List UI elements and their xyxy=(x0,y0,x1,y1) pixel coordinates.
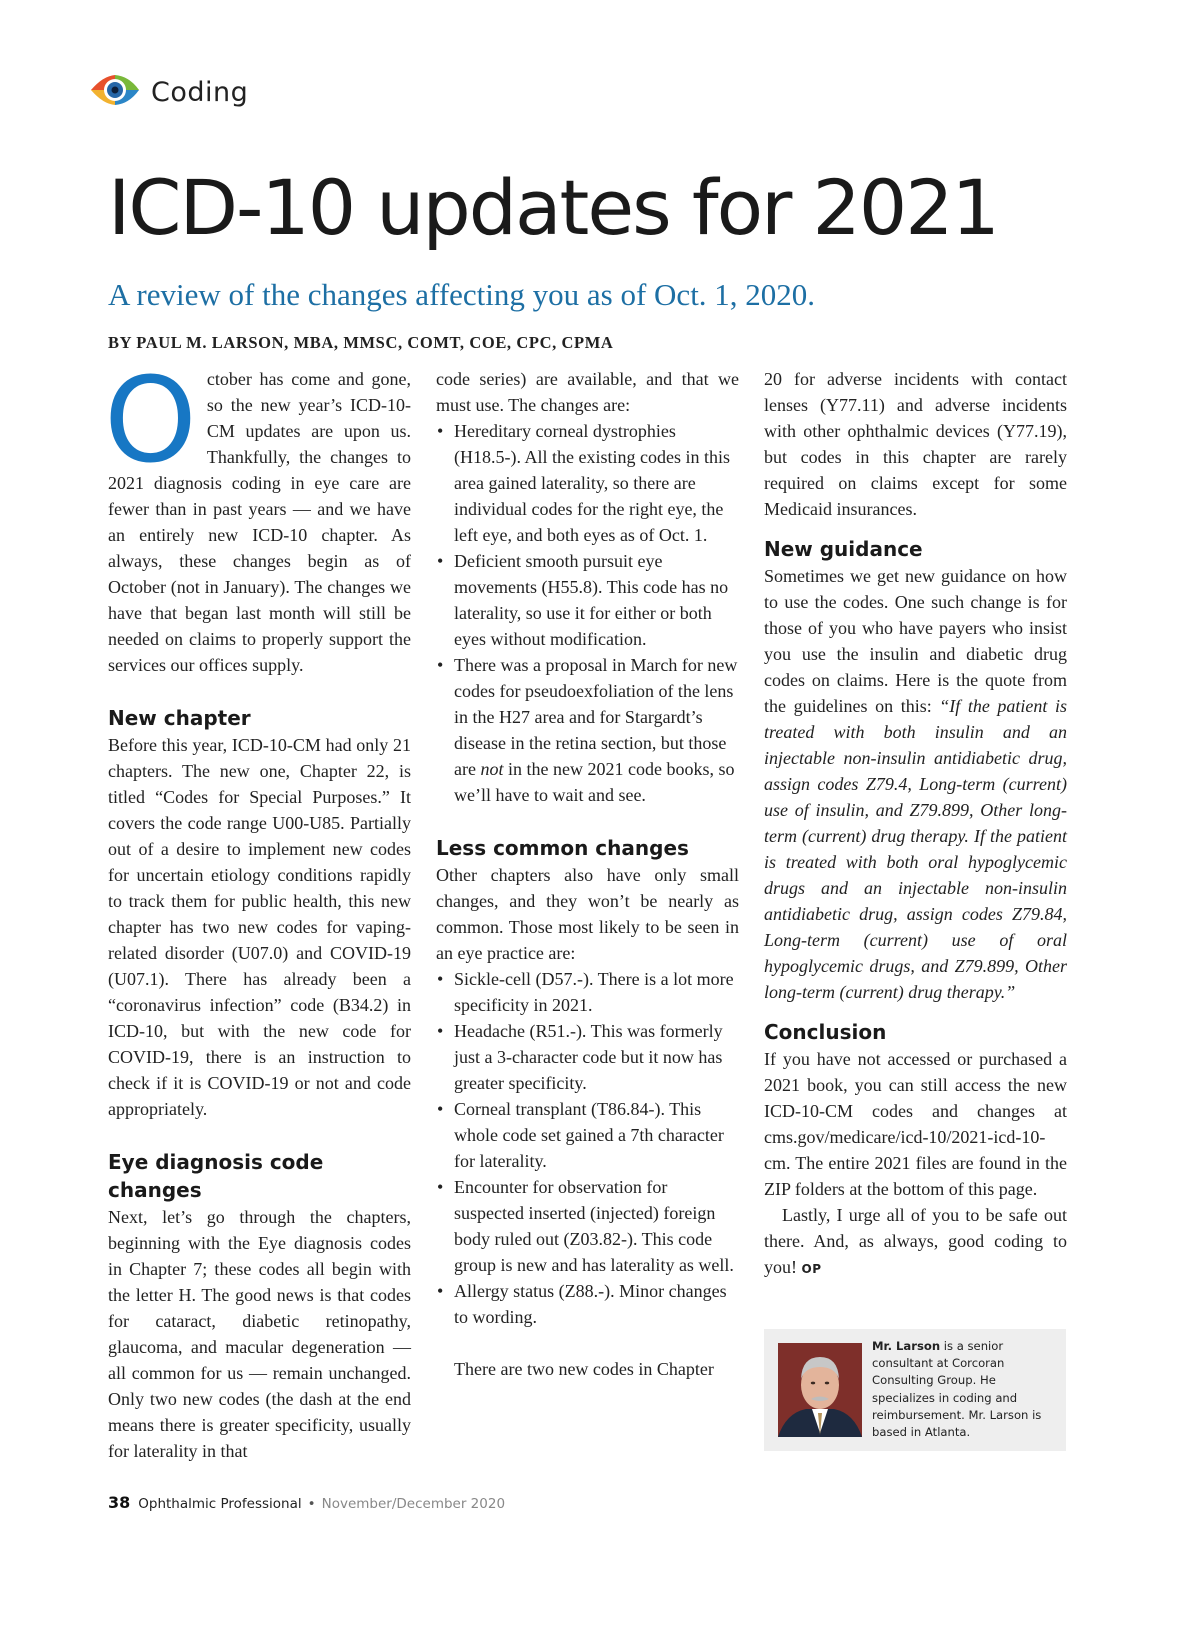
paragraph-continued: code series) are available, and that we must use. The changes are: xyxy=(436,369,739,415)
list-item: • Corneal transplant (T86.84-). This whole code set gained a 7th character for laterality. xyxy=(436,1096,739,1174)
paragraph-conclusion: If you have not accessed or purchased a 2021 book, you can still access the new ICD-10-CM codes and changes at cms.gov/medicare/icd-10/2021-icd-10-cm. The entire 2021 files are found in the ZIP folders at the bottom of this page. xyxy=(764,1049,1067,1199)
list-item: • Hereditary corneal dystrophies (H18.5-). All the existing codes in this area gained laterality, so there are individual codes for the right eye, the left eye, and both eyes as of Oct. 1. xyxy=(436,418,739,548)
section-label: Coding xyxy=(151,77,249,108)
paragraph-chapter-20: There are two new codes in Chapter xyxy=(454,1359,714,1379)
eye-logo-icon xyxy=(87,70,143,115)
op-end-mark: OP xyxy=(801,1262,822,1276)
paragraph-closing: Lastly, I urge all of you to be safe out there. And, as always, good coding to you! OP xyxy=(764,1205,1067,1277)
section-header xyxy=(87,70,248,115)
paragraph-new-chapter: Before this year, ICD-10-CM had only 21 chapters. The new one, Chapter 22, is titled “Codes for Special Purposes.” It covers the code range U00-U85. Partially out of a desire to implement new codes for uncertain etiology conditions rapidly to track them for public health, this new chapter has two new codes for vaping-related disorder (U07.0) and COVID-19 (U07.1). There has already been a “coronavirus infection” code (B34.2) in ICD-10, but with the new code for COVID-19, there is an instruction to check if it is COVID-19 or not and code appropriately. xyxy=(108,735,411,1119)
list-item: • Allergy status (Z88.-). Minor changes to wording. xyxy=(436,1278,739,1330)
page-subtitle: A review of the changes affecting you as of Oct. 1, 2020. xyxy=(108,277,816,312)
guideline-quote: “If the patient is treated with both insulin and an injectable non-insulin antidiabetic drug, assign codes Z79.4, Long-term (current) use of insulin, and Z79.899, Other long-term (current) drug therapy. If the patient is treated with both oral hypoglycemic drugs and an injectable non-insulin antidiabetic drug, assign codes Z79.84, Long-term (current) use of oral hypoglycemic drugs, and Z79.899, Other long-term (current) drug therapy.” xyxy=(764,696,1067,1002)
intro-text: ctober has come and gone, so the new year’s ICD-10-CM updates are upon us. Thankfully, the changes to 2021 diagnosis coding in eye care are fewer than in past years — and we have an entirely new ICD-10 chapter. As always, these changes begin as of October (not in January). The changes we have that began last month will still be needed on claims to properly support the services our offices supply. xyxy=(108,369,411,675)
list-item: • There was a proposal in March for new codes for pseudoexfoliation of the lens in the H27 area and for Stargardt’s disease in the retina section, but those are not in the new 2021 code books, so we’ll have to wait and see. xyxy=(436,652,739,808)
paragraph-guidance: Sometimes we get new guidance on how to use the codes. One such change is for those of you who have payers who insist you use the insulin and diabetic drug codes on claims. Here is the quote from the guidelines on this: “If the patient is treated with both insulin and an injectable non-insulin antidiabetic drug, assign codes Z79.4, Long-term (current) use of insulin, and Z79.899, Other long-term (current) drug therapy. If the patient is treated with both oral hypoglycemic drugs and an injectable non-insulin antidiabetic drug, assign codes Z79.84, Long-term (current) use of oral hypoglycemic drugs, and Z79.899, Other long-term (current) drug therapy.” xyxy=(764,566,1067,1002)
list-item: • Encounter for observation for suspected inserted (injected) foreign body ruled out (Z03.82-). This code group is new and has laterality as well. xyxy=(436,1174,739,1278)
author-bio-box xyxy=(764,1329,1066,1451)
byline: BY PAUL M. LARSON, MBA, MMSC, COMT, COE, CPC, CPMA xyxy=(108,333,614,352)
page-title: ICD-10 updates for 2021 xyxy=(108,163,998,252)
page-number: 38 xyxy=(108,1493,131,1512)
heading-conclusion: Conclusion xyxy=(764,1020,887,1044)
list-item: • Headache (R51.-). This was formerly just a 3-character code but it now has greater specificity. xyxy=(436,1018,739,1096)
paragraph-less-common: Other chapters also have only small changes, and they won’t be nearly as common. Those most likely to be seen in an eye practice are: xyxy=(436,865,739,963)
paragraph-continued: 20 for adverse incidents with contact lenses (Y77.11) and adverse incidents with other ophthalmic devices (Y77.19), but codes in this chapter are rarely required on claims except for some Medicaid insurances. xyxy=(764,369,1067,519)
heading-eye-diagnosis: Eye diagnosis code changes xyxy=(108,1150,324,1202)
heading-less-common: Less common changes xyxy=(436,836,689,860)
publication-name: Ophthalmic Professional xyxy=(138,1496,302,1512)
less-common-list xyxy=(436,966,739,1330)
page-footer xyxy=(108,1493,505,1512)
eye-changes-list xyxy=(436,418,739,808)
heading-new-chapter: New chapter xyxy=(108,706,251,730)
column-1 xyxy=(104,351,411,1464)
footer-separator: • xyxy=(307,1496,316,1512)
heading-new-guidance: New guidance xyxy=(764,537,923,561)
column-2 xyxy=(436,366,739,1382)
author-photo xyxy=(778,1343,862,1437)
paragraph-eye-diagnosis: Next, let’s go through the chapters, beginning with the Eye diagnosis codes in Chapter 7; these codes all begin with the letter H. The good news is that codes for cataract, diabetic retinopathy, glaucoma, and macular degeneration — all common for us — remain unchanged. Only two new codes (the dash at the end means there is greater specificity, usually for laterality in that xyxy=(108,1207,411,1461)
list-item: • Sickle-cell (D57.-). There is a lot more specificity in 2021. xyxy=(436,966,739,1018)
author-bio-text: Mr. Larson is a senior consultant at Corcoran Consulting Group. He specializes in coding and reimbursement. Mr. Larson is based in Atlanta. xyxy=(872,1339,1042,1440)
intro-paragraph xyxy=(104,351,411,678)
column-3 xyxy=(764,366,1067,1282)
list-item: • Deficient smooth pursuit eye movements (H55.8). This code has no laterality, so use it for either or both eyes without modification. xyxy=(436,548,739,652)
drop-cap: O xyxy=(104,351,197,489)
issue-date: November/December 2020 xyxy=(321,1496,506,1512)
